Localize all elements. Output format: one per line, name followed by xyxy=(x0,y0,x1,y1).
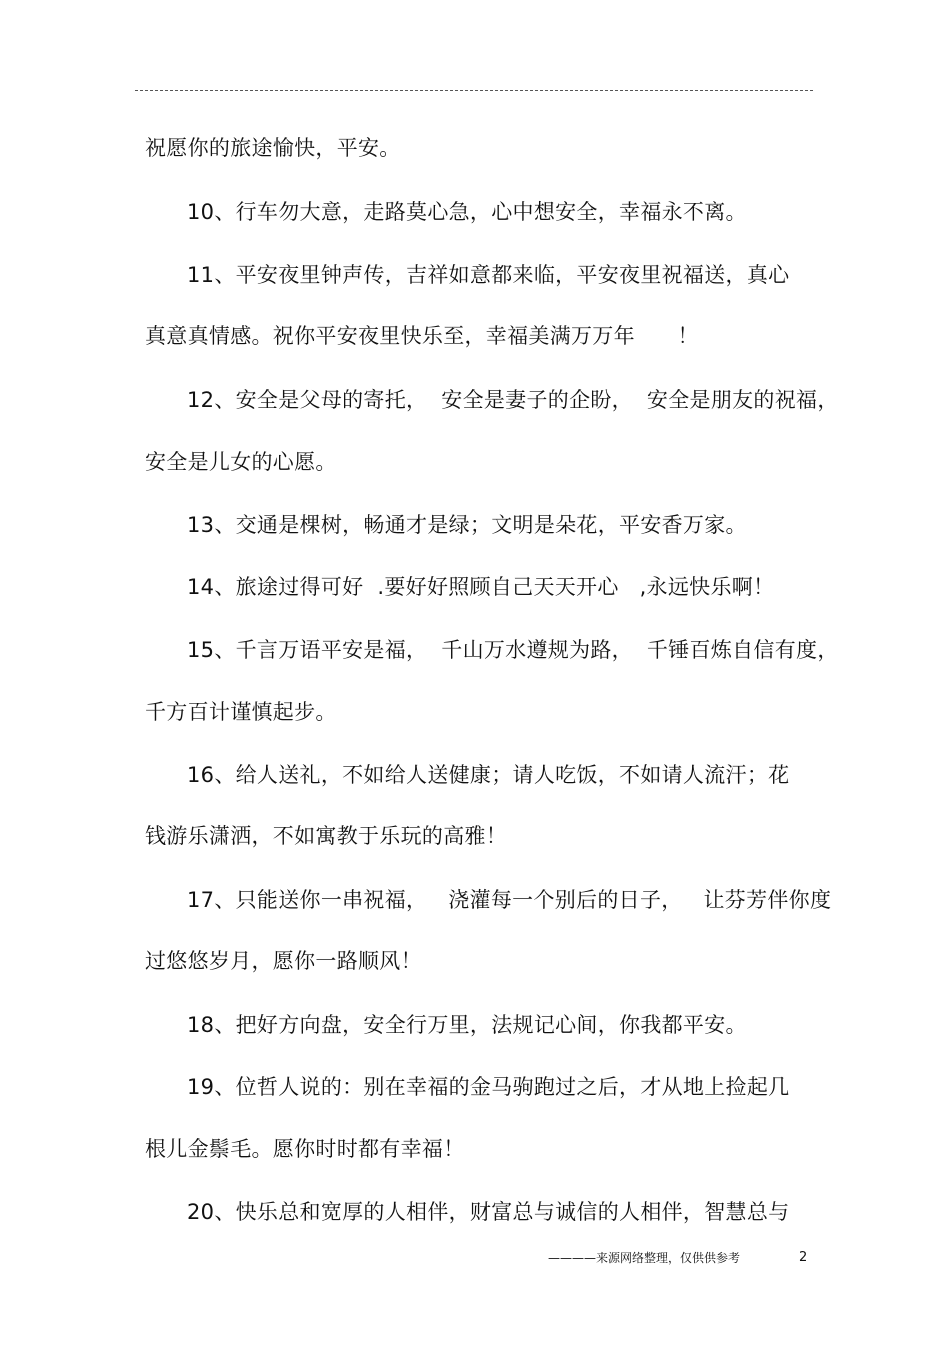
page-number: 2 xyxy=(799,1250,808,1265)
header-divider xyxy=(135,90,813,91)
text-line-9: 15、千言万语平安是福， 千山万水遵规为路， 千锤百炼自信有度， xyxy=(187,638,839,662)
text-line-14: 过悠悠岁月，愿你一路顺风！ xyxy=(145,949,422,973)
text-line-6: 安全是儿女的心愿。 xyxy=(145,450,337,474)
text-line-16: 19、位哲人说的：别在幸福的金马驹跑过之后，才从地上捡起几 xyxy=(187,1075,790,1099)
text-line-10: 千方百计谨慎起步。 xyxy=(145,700,337,724)
text-line-15: 18、把好方向盘，安全行万里，法规记心间，你我都平安。 xyxy=(187,1013,747,1037)
footer-source-note: ————来源网络整理，仅供供参考 xyxy=(548,1251,741,1265)
text-line-13: 17、只能送你一串祝福， 浇灌每一个别后的日子， 让芬芳伴你度 xyxy=(187,888,832,912)
text-line-7: 13、交通是棵树，畅通才是绿；文明是朵花，平安香万家。 xyxy=(187,513,747,537)
text-line-3: 11、平安夜里钟声传，吉祥如意都来临，平安夜里祝福送，真心 xyxy=(187,263,790,287)
text-line-11: 16、给人送礼，不如给人送健康；请人吃饭，不如请人流汗；花 xyxy=(187,763,790,787)
text-line-18: 20、快乐总和宽厚的人相伴，财富总与诚信的人相伴，智慧总与 xyxy=(187,1200,790,1224)
text-line-4: 真意真情感。祝你平安夜里快乐至，幸福美满万万年 ！ xyxy=(145,324,699,348)
text-line-2: 10、行车勿大意，走路莫心急，心中想安全，幸福永不离。 xyxy=(187,200,747,224)
text-line-12: 钱游乐潇洒，不如寓教于乐玩的高雅！ xyxy=(145,824,508,848)
text-line-5: 12、安全是父母的寄托， 安全是妻子的企盼， 安全是朋友的祝福， xyxy=(187,388,839,412)
text-line-17: 根儿金鬃毛。愿你时时都有幸福！ xyxy=(145,1137,465,1161)
text-line-1: 祝愿你的旅途愉快，平安。 xyxy=(145,136,401,160)
text-line-8: 14、旅途过得可好 .要好好照顾自己天天开心 ,永远快乐啊！ xyxy=(187,575,775,599)
